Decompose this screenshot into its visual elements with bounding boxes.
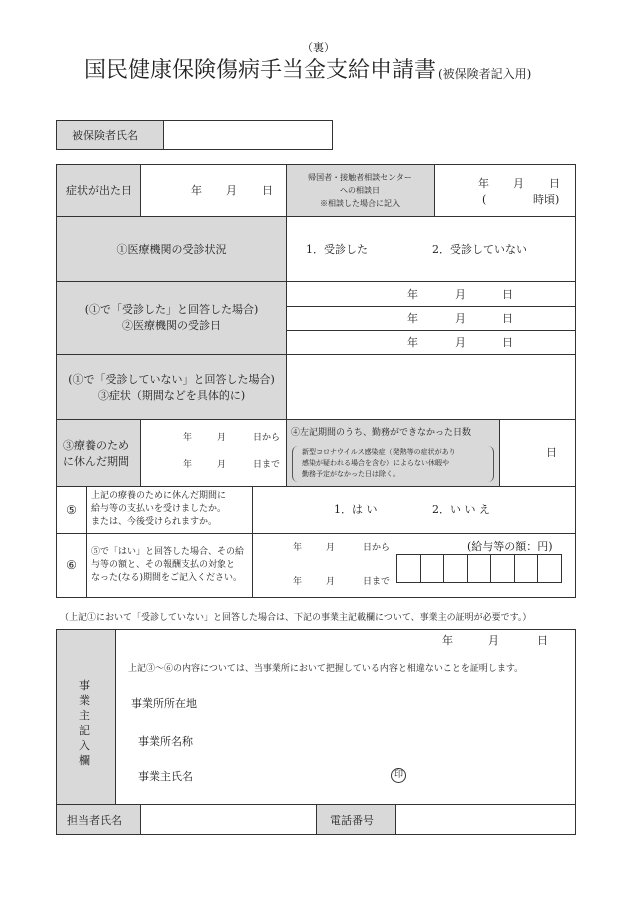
q5-option-yes[interactable]: 1．は い xyxy=(334,503,378,516)
q2-visit-date-1[interactable]: 年 月 日 xyxy=(407,288,513,301)
phone-label: 電話番号 xyxy=(330,814,374,827)
owner-name-field[interactable] xyxy=(220,763,380,787)
consult-label-1: 帰国者・接触者相談センター xyxy=(308,173,412,182)
q2-visit-date-2[interactable]: 年 月 日 xyxy=(407,312,513,325)
office-address-field[interactable] xyxy=(220,690,570,714)
q5-text-3: または、今後受けられますか。 xyxy=(91,517,218,527)
owner-name-label: 事業主氏名 xyxy=(138,770,193,783)
q4-days-field[interactable]: 日 xyxy=(546,446,557,459)
back-side-label: （裏） xyxy=(302,41,335,54)
q2-label-2: ②医療機関の受診日 xyxy=(122,319,221,332)
q1-option-not-visited[interactable]: 2．受診していない xyxy=(432,243,527,256)
q6-amount-label: (給与等の額：円) xyxy=(467,540,553,553)
q4-note-3: 勤務予定がなかった日は除く。 xyxy=(302,470,400,478)
employer-certify-text: 上記③～⑥の内容については、当事業所において把握している内容と相違ないことを証明します。 xyxy=(128,664,524,674)
q4-sub-label: ④左記期間のうち、勤務ができなかった日数 xyxy=(291,428,472,438)
employer-note: （上記①において「受診していない」と回答した場合は、下記の事業主記載欄について、事業主の証明が必要です。） xyxy=(60,613,532,623)
q6-text-2: 与等の額と、その報酬支払の対象と xyxy=(91,560,236,570)
q6-text-3: なった(なる)期間をご記入ください。 xyxy=(91,573,243,583)
q5-number: ⑤ xyxy=(66,503,77,517)
q2-visit-date-3[interactable]: 年 月 日 xyxy=(407,336,513,349)
q6-amount-boxes[interactable] xyxy=(396,554,562,583)
staff-name-field[interactable] xyxy=(141,805,316,834)
q6-number: ⑥ xyxy=(66,558,77,572)
q4-label-cell xyxy=(57,420,140,486)
page-subtitle: (被保険者記入用) xyxy=(438,67,532,81)
q4-period-field[interactable]: 年 月 日から 年 月 日まで xyxy=(183,433,281,470)
seal-mark: 印 xyxy=(391,768,406,783)
q1-option-visited[interactable]: 1．受診した xyxy=(306,243,368,256)
q4-note-2: 感染が疑われる場合を含む）によらない休暇や xyxy=(302,459,449,467)
q3-symptom-field[interactable] xyxy=(287,355,575,419)
symptom-date-label: 症状が出た日 xyxy=(66,184,132,197)
q3-label-2: ③症状（期間などを具体的に) xyxy=(97,389,246,402)
q6-text-1: ⑤で「はい」と回答した場合、その給 xyxy=(91,547,245,557)
insured-name-label: 被保険者氏名 xyxy=(72,129,138,142)
consult-date-field[interactable]: 年 月 日 ( 時頃) xyxy=(478,177,560,206)
q5-option-no[interactable]: 2．い い え xyxy=(432,503,490,516)
staff-name-label: 担当者氏名 xyxy=(67,814,122,827)
q2-label-cell xyxy=(57,282,286,354)
insured-name-field[interactable] xyxy=(163,120,333,150)
employer-side-label: 事業主記入欄 xyxy=(79,679,90,767)
phone-field[interactable] xyxy=(396,805,575,834)
q4-note-1: 新型コロナウイルス感染症（発熱等の症状があり xyxy=(302,448,456,456)
q4-label-2: に休んだ期間 xyxy=(63,455,129,468)
consult-label-2: への相談日 xyxy=(340,186,380,195)
q3-label-1: (①で「受診していない」と回答した場合) xyxy=(68,373,275,386)
q5-text-1: 上記の療養のために休んだ期間に xyxy=(91,491,227,501)
page-title: 国民健康保険傷病手当金支給申請書 xyxy=(84,58,437,83)
q6-period-field[interactable]: 年 月 日から 年 月 日まで xyxy=(293,543,391,587)
employer-date-field[interactable]: 年 月 日 xyxy=(442,634,548,647)
office-name-field[interactable] xyxy=(220,728,570,752)
q1-label: ①医療機関の受診状況 xyxy=(116,243,227,256)
office-address-label: 事業所所在地 xyxy=(131,697,197,710)
q3-label-cell xyxy=(57,355,286,419)
symptom-date-field[interactable]: 年 月 日 xyxy=(191,184,273,197)
consult-label-3: ※相談した場合に記入 xyxy=(320,199,400,208)
office-name-label: 事業所名称 xyxy=(138,735,193,748)
q5-text-2: 給与等の支払いを受けましたか。 xyxy=(91,504,227,514)
q2-label-1: (①で「受診した」と回答した場合) xyxy=(84,303,259,316)
q4-label-1: ③療養のため xyxy=(63,439,129,452)
